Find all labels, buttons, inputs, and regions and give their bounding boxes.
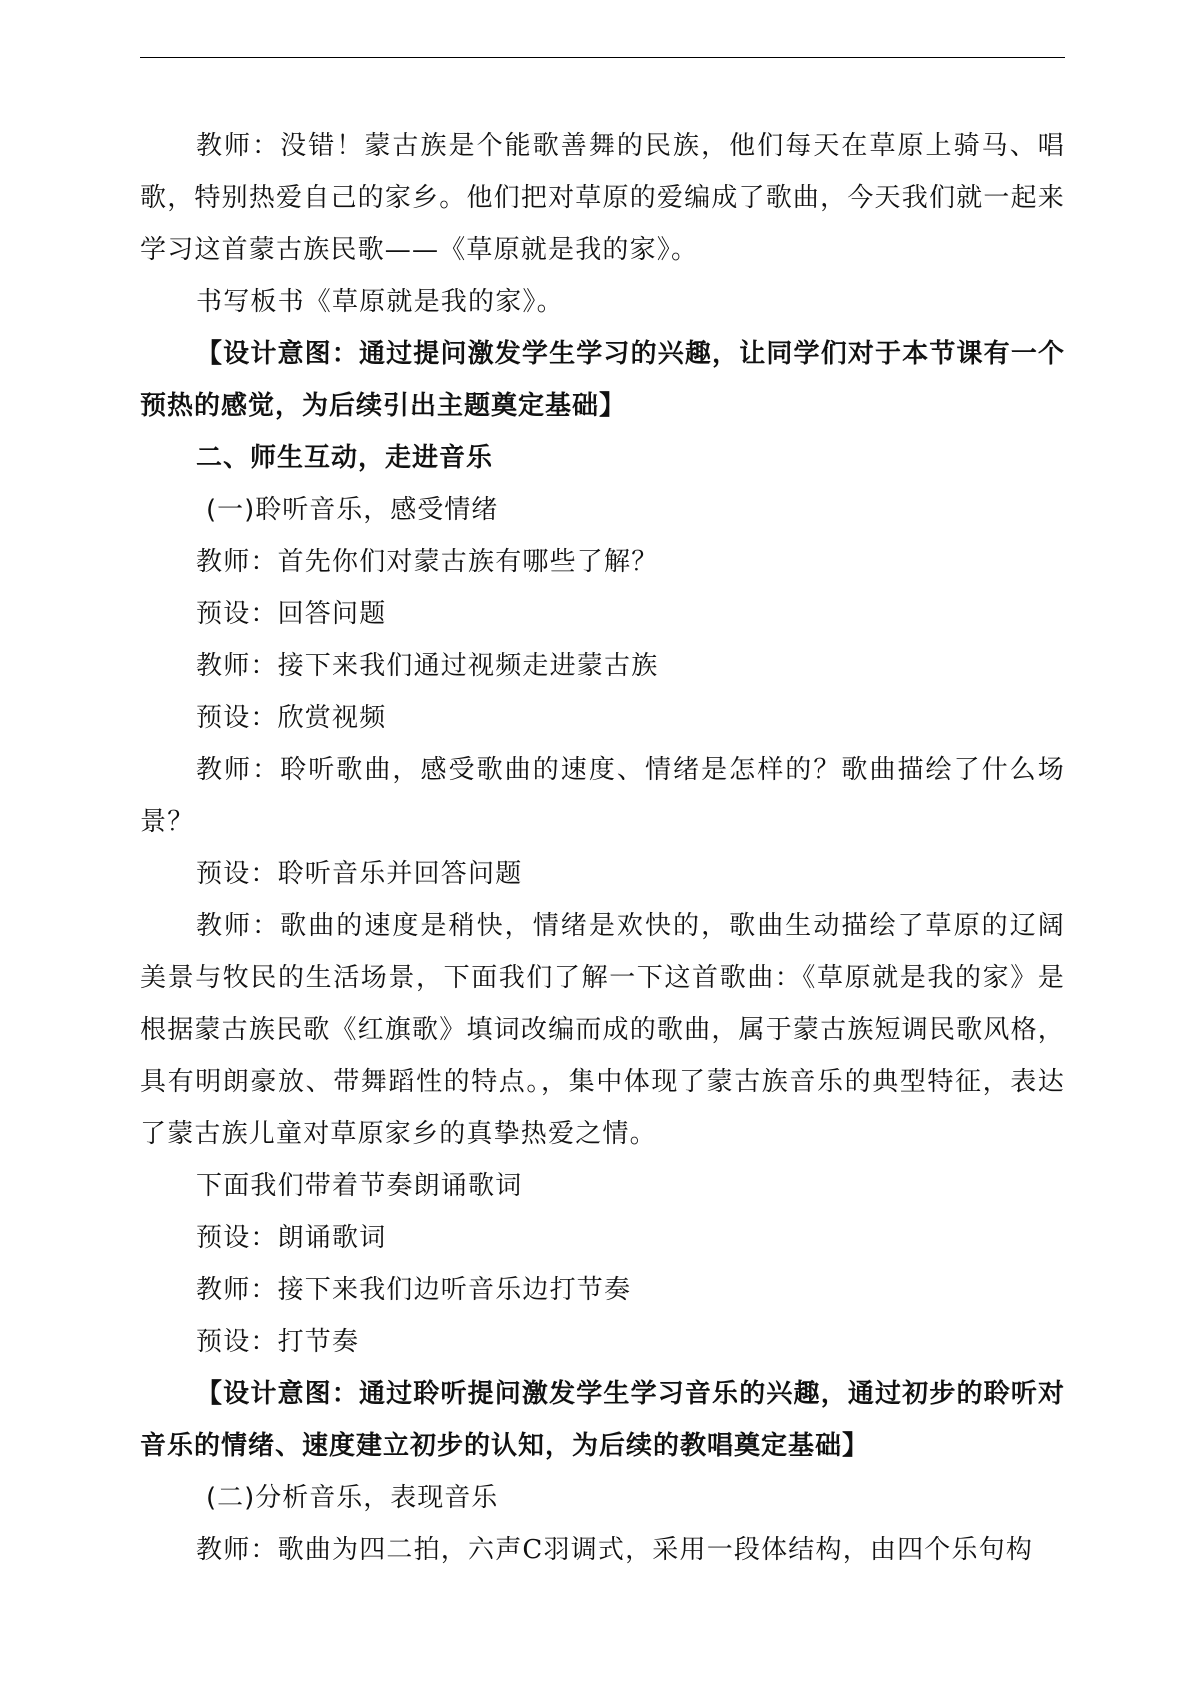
- paragraph-preset-listen: 预设：聆听音乐并回答问题: [196, 859, 523, 889]
- subsection-heading-1: (一)聆听音乐，感受情绪: [206, 495, 499, 525]
- paragraph-teacher-question: 教师：首先你们对蒙古族有哪些了解？: [196, 547, 659, 577]
- paragraph-teacher-video: 教师：接下来我们通过视频走进蒙古族: [196, 651, 659, 681]
- paragraph-preset-recite: 预设：朗诵歌词: [196, 1223, 387, 1253]
- paragraph-teacher-song-intro: 教师：歌曲的速度是稍快，情绪是欢快的，歌曲生动描绘了草原的辽阔美景与牧民的生活场景，下面我们了解一下这首歌曲：《草原就是我的家》是根据蒙古族民歌《红旗歌》填词改编而成的歌曲，属于蒙古族短调民歌风格，具有明朗豪放、带舞蹈性的特点。，集中体现了蒙古族音乐的典型特征，表达了蒙古族儿童对草原家乡的真挚热爱之情。: [140, 911, 1065, 1149]
- header-rule: [140, 57, 1065, 58]
- paragraph-preset-rhythm: 预设：打节奏: [196, 1327, 360, 1357]
- section-heading-2: 二、师生互动，走进音乐: [196, 443, 494, 473]
- document-body: [140, 120, 1065, 1576]
- design-intent-2: 【设计意图：通过聆听提问激发学生学习音乐的兴趣，通过初步的聆听对音乐的情绪、速度建立初步的认知，为后续的教唱奠定基础】: [140, 1379, 1065, 1461]
- paragraph-preset-video: 预设：欣赏视频: [196, 703, 387, 733]
- paragraph-blackboard: 书写板书《草原就是我的家》。: [196, 287, 564, 317]
- paragraph-teacher-analysis: 教师：歌曲为四二拍，六声C羽调式，采用一段体结构，由四个乐句构: [196, 1535, 1034, 1565]
- paragraph-teacher-rhythm: 教师：接下来我们边听音乐边打节奏: [196, 1275, 632, 1305]
- paragraph-teacher-intro: 教师：没错！蒙古族是个能歌善舞的民族，他们每天在草原上骑马、唱歌，特别热爱自己的家乡。他们把对草原的爱编成了歌曲，今天我们就一起来学习这首蒙古族民歌——《草原就是我的家》。: [140, 131, 1065, 265]
- subsection-heading-2: (二)分析音乐，表现音乐: [206, 1483, 499, 1513]
- paragraph-preset-answer: 预设：回答问题: [196, 599, 387, 629]
- design-intent-1: 【设计意图：通过提问激发学生学习的兴趣，让同学们对于本节课有一个预热的感觉，为后续引出主题奠定基础】: [140, 339, 1065, 421]
- paragraph-teacher-listen: 教师：聆听歌曲，感受歌曲的速度、情绪是怎样的？歌曲描绘了什么场景？: [140, 755, 1065, 837]
- paragraph-recite: 下面我们带着节奏朗诵歌词: [196, 1171, 523, 1201]
